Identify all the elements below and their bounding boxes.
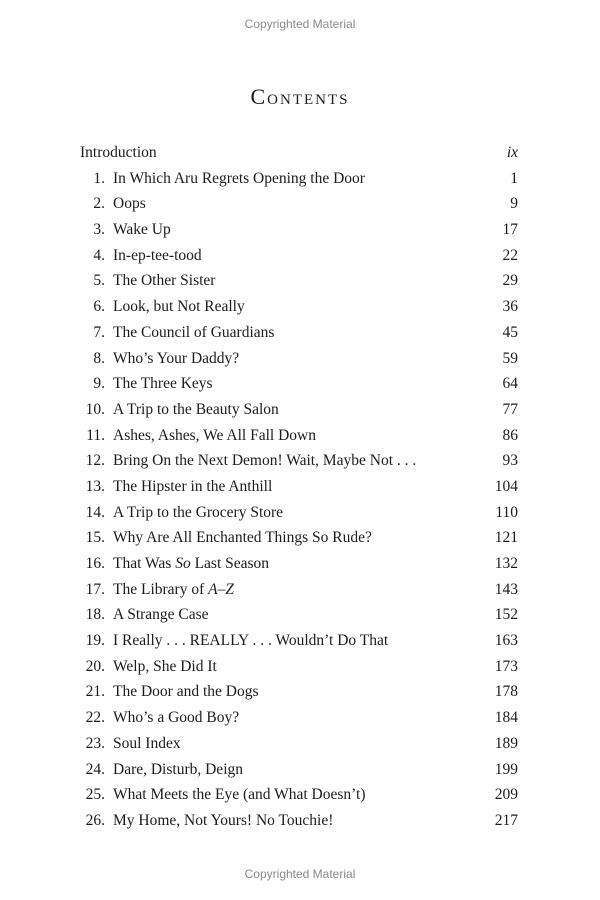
toc-page-number: ix [506,144,518,161]
toc-entry-chapter[interactable] [80,243,518,269]
toc-page-number: 163 [494,632,518,650]
toc-page-number: 104 [494,477,518,495]
chapter-title: Wake Up [113,221,171,239]
toc-entry-chapter[interactable] [80,679,518,705]
chapter-number: 9. [93,375,105,393]
toc-entry-chapter[interactable] [80,217,518,243]
toc-page-number: 45 [502,323,518,341]
chapter-number: 17. [85,580,105,598]
toc-entry-chapter[interactable] [80,294,518,320]
chapter-number: 10. [85,400,105,418]
toc-page-number: 93 [502,452,518,470]
chapter-title-emphasis: A–Z [208,580,234,598]
table-of-contents [80,140,518,834]
toc-page-number: 59 [502,349,518,367]
toc-page-number: 17 [502,221,518,239]
chapter-title: The Door and the Dogs [113,683,259,701]
toc-entry-chapter[interactable] [80,397,518,423]
chapter-title [113,577,234,603]
toc-page-number: 9 [510,195,518,213]
toc-page-number: 199 [494,760,518,778]
toc-entry-chapter[interactable] [80,474,518,500]
copyright-watermark-top: Copyrighted Material [244,17,356,31]
chapter-title: The Other Sister [113,272,216,290]
chapter-title: Who’s Your Daddy? [113,349,240,367]
chapter-number: 14. [85,503,105,521]
toc-entry-chapter[interactable] [80,654,518,680]
chapter-title: A Trip to the Grocery Store [113,503,284,521]
toc-entry-chapter[interactable] [80,551,518,577]
toc-page-number: 121 [494,529,518,547]
chapter-title: Why Are All Enchanted Things So Rude? [113,529,372,547]
chapter-number: 20. [85,657,105,675]
chapter-title: Look, but Not Really [113,298,245,316]
chapter-title: Bring On the Next Demon! Wait, Maybe Not . . . [113,452,417,470]
toc-page-number: 152 [494,606,518,624]
chapter-number: 23. [85,734,105,752]
chapter-title-part: The Library of [113,580,209,598]
chapter-number: 21. [85,683,105,701]
toc-page-number: 209 [494,786,518,804]
chapter-title: The Three Keys [113,375,213,393]
toc-page-number: 36 [502,298,518,316]
toc-page-number: 22 [502,246,518,264]
chapter-title: A Strange Case [113,606,209,624]
chapter-title: In-ep-tee-tood [113,246,202,264]
chapter-number: 2. [93,195,105,213]
chapter-title: My Home, Not Yours! No Touchie! [113,811,334,829]
chapter-number: 22. [85,709,105,727]
chapter-title: Soul Index [113,734,181,752]
chapter-number: 8. [93,349,105,367]
chapter-number: 25. [85,786,105,804]
chapter-number: 16. [85,555,105,572]
copyright-watermark-bottom: Copyrighted Material [244,867,356,881]
chapter-list [80,166,518,834]
toc-page-number: 110 [495,503,518,521]
toc-page-number: 64 [502,375,518,393]
chapter-title: Dare, Disturb, Deign [113,760,243,778]
chapter-title-emphasis: So [175,555,191,572]
chapter-number: 13. [85,477,105,495]
toc-page-number: 132 [494,555,518,572]
chapter-number: 1. [93,169,105,187]
toc-entry-chapter[interactable] [80,500,518,526]
chapter-number: 15. [85,529,105,547]
toc-entry-chapter[interactable] [80,525,518,551]
chapter-number: 4. [93,246,105,264]
toc-entry-chapter[interactable] [80,371,518,397]
chapter-title: The Hipster in the Anthill [113,477,273,495]
toc-entry-introduction[interactable] [80,140,518,166]
chapter-number: 7. [93,323,105,341]
chapter-title: Who’s a Good Boy? [113,709,240,727]
toc-entry-chapter[interactable] [80,448,518,474]
toc-entry-chapter[interactable] [80,782,518,808]
chapter-number: 11. [86,426,105,444]
toc-entry-chapter[interactable] [80,705,518,731]
chapter-number: 24. [85,760,105,778]
chapter-title [113,551,269,577]
chapter-title-part: Last Season [190,555,270,572]
toc-page-number: 189 [494,734,518,752]
toc-entry-chapter[interactable] [80,602,518,628]
toc-page-number: 86 [502,426,518,444]
chapter-title: I Really . . . REALLY . . . Wouldn’t Do That [113,632,389,650]
chapter-title-part: That Was [113,555,176,572]
toc-page-number: 217 [494,811,518,829]
toc-entry-chapter[interactable] [80,808,518,834]
chapter-number: 19. [85,632,105,650]
chapter-number: 26. [85,811,105,829]
toc-page-number: 178 [494,683,518,701]
page-title: Contents [250,84,350,109]
toc-entry-chapter[interactable] [80,346,518,372]
toc-entry-chapter[interactable] [80,166,518,192]
toc-page-number: 173 [494,657,518,675]
chapter-title: In Which Aru Regrets Opening the Door [113,169,365,187]
chapter-title: Welp, She Did It [113,657,217,675]
toc-entry-chapter[interactable] [80,423,518,449]
chapter-title: A Trip to the Beauty Salon [113,400,279,418]
toc-entry-chapter[interactable] [80,577,518,603]
toc-entry-chapter[interactable] [80,757,518,783]
chapter-number: 3. [93,221,105,239]
toc-page-number: 77 [502,400,518,418]
toc-page-number: 1 [510,169,518,187]
chapter-number: 18. [85,606,105,624]
toc-page-number: 143 [494,580,518,598]
toc-entry-chapter[interactable] [80,628,518,654]
chapter-title: The Council of Guardians [113,323,275,341]
chapter-title: What Meets the Eye (and What Doesn’t) [113,786,366,804]
toc-entry-label: Introduction [80,144,157,161]
toc-entry-chapter[interactable] [80,320,518,346]
toc-entry-chapter[interactable] [80,731,518,757]
toc-entry-chapter[interactable] [80,191,518,217]
chapter-number: 12. [85,452,105,470]
chapter-title: Oops [113,195,146,213]
toc-entry-chapter[interactable] [80,268,518,294]
toc-page-number: 184 [494,709,518,727]
chapter-number: 5. [93,272,105,290]
chapter-title: Ashes, Ashes, We All Fall Down [113,426,316,444]
chapter-number: 6. [93,298,105,316]
toc-page-number: 29 [502,272,518,290]
